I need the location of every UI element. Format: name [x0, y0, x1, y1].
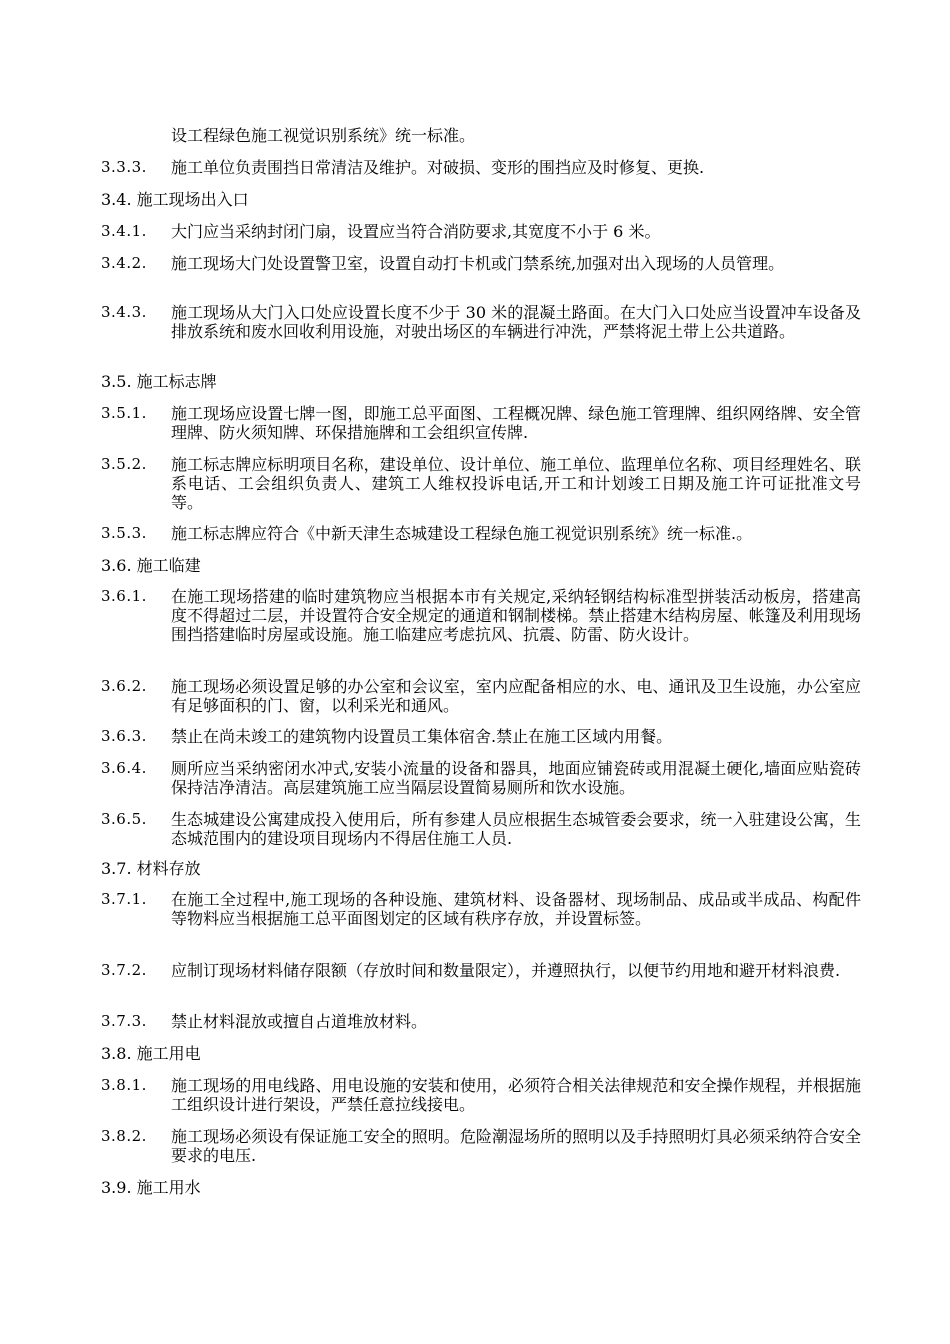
clause-number: 3.4.3.: [101, 303, 147, 321]
clause-text: 禁止在尚未竣工的建筑物内设置员工集体宿舍.禁止在施工区域内用餐。: [171, 727, 673, 746]
section-heading: 3.6. 施工临建: [101, 556, 201, 575]
clause-number: 3.7.3.: [101, 1012, 147, 1030]
clause-text: 施工现场大门处设置警卫室，设置自动打卡机或门禁系统,加强对出入现场的人员管理。: [171, 254, 785, 273]
clause-number: 3.4.1.: [101, 222, 147, 240]
clause-number: 3.7.1.: [101, 890, 147, 908]
clause-text: 生态城建设公寓建成投入使用后，所有参建人员应根据生态城管委会要求，统一入驻建设公寓，生态城范围内的建设项目现场内不得居住施工人员.: [171, 810, 861, 848]
section-heading: 3.7. 材料存放: [101, 859, 201, 878]
clause-text: 施工单位负责围挡日常清洁及维护。对破损、变形的围挡应及时修复、更换.: [171, 158, 705, 177]
clause-number: 3.8.1.: [101, 1076, 147, 1094]
clause-text: 厕所应当采纳密闭水冲式,安装小流量的设备和器具，地面应铺瓷砖或用混凝土硬化,墙面应贴瓷砖保持洁净清洁。高层建筑施工应当隔层设置简易厕所和饮水设施。: [171, 759, 861, 797]
clause-text: 施工标志牌应符合《中新天津生态城建设工程绿色施工视觉识别系统》统一标准.。: [171, 524, 753, 543]
clause-text: 在施工全过程中,施工现场的各种设施、建筑材料、设备器材、现场制品、成品或半成品、构配件等物料应当根据施工总平面图划定的区域有秩序存放，并设置标签。: [171, 890, 861, 928]
clause-text: 大门应当采纳封闭门扇，设置应当符合消防要求,其宽度不小于 6 米。: [171, 222, 661, 241]
clause-number: 3.5.1.: [101, 404, 147, 422]
section-heading: 3.4. 施工现场出入口: [101, 190, 249, 209]
section-heading: 3.5. 施工标志牌: [101, 372, 217, 391]
clause-text: 禁止材料混放或擅自占道堆放材料。: [171, 1012, 428, 1031]
clause-number: 3.6.3.: [101, 727, 147, 745]
clause-number: 3.5.2.: [101, 455, 147, 473]
clause-text: 应制订现场材料储存限额（存放时间和数量限定），并遵照执行，以便节约用地和避开材料浪费.: [171, 961, 841, 980]
clause-number: 3.3.3.: [101, 158, 147, 176]
clause-text: 在施工现场搭建的临时建筑物应当根据本市有关规定,采纳轻钢结构标准型拼装活动板房，搭建高度不得超过二层，并设置符合安全规定的通道和钢制楼梯。禁止搭建木结构房屋、帐篷及利用现场围挡搭建临时房屋或设施。施工临建应考虑抗风、抗震、防雷、防火设计。: [171, 587, 861, 644]
clause-text: 施工现场必须设有保证施工安全的照明。危险潮湿场所的照明以及手持照明灯具必须采纳符合安全要求的电压.: [171, 1127, 861, 1165]
clause-text: 施工现场的用电线路、用电设施的安装和使用，必须符合相关法律规范和安全操作规程，并根据施工组织设计进行架设，严禁任意拉线接电。: [171, 1076, 861, 1114]
section-heading: 3.8. 施工用电: [101, 1044, 201, 1063]
clause-number: 3.6.1.: [101, 587, 147, 605]
clause-number: 3.5.3.: [101, 524, 147, 542]
clause-text: 施工现场应设置七牌一图，即施工总平面图、工程概况牌、绿色施工管理牌、组织网络牌、安全管理牌、防火须知牌、环保措施牌和工会组织宣传牌.: [171, 404, 861, 442]
clause-number: 3.6.4.: [101, 759, 147, 777]
clause-text: 施工现场必须设置足够的办公室和会议室，室内应配备相应的水、电、通讯及卫生设施，办公室应有足够面积的门、窗，以利采光和通风。: [171, 677, 861, 715]
clause-text: 施工现场从大门入口处应设置长度不少于 30 米的混凝土路面。在大门入口处应当设置冲车设备及排放系统和废水回收利用设施，对驶出场区的车辆进行冲洗，严禁将泥土带上公共道路。: [171, 303, 861, 341]
clause-text: 施工标志牌应标明项目名称，建设单位、设计单位、施工单位、监理单位名称、项目经理姓名、联系电话、工会组织负责人、建筑工人维权投诉电话,开工和计划竣工日期及施工许可证批准文号等。: [171, 455, 861, 512]
clause-number: 3.6.5.: [101, 810, 147, 828]
section-heading: 3.9. 施工用水: [101, 1178, 201, 1197]
clause-number: 3.6.2.: [101, 677, 147, 695]
continuation-text: 设工程绿色施工视觉识别系统》统一标准。: [171, 126, 476, 145]
clause-number: 3.8.2.: [101, 1127, 147, 1145]
clause-number: 3.7.2.: [101, 961, 147, 979]
clause-number: 3.4.2.: [101, 254, 147, 272]
